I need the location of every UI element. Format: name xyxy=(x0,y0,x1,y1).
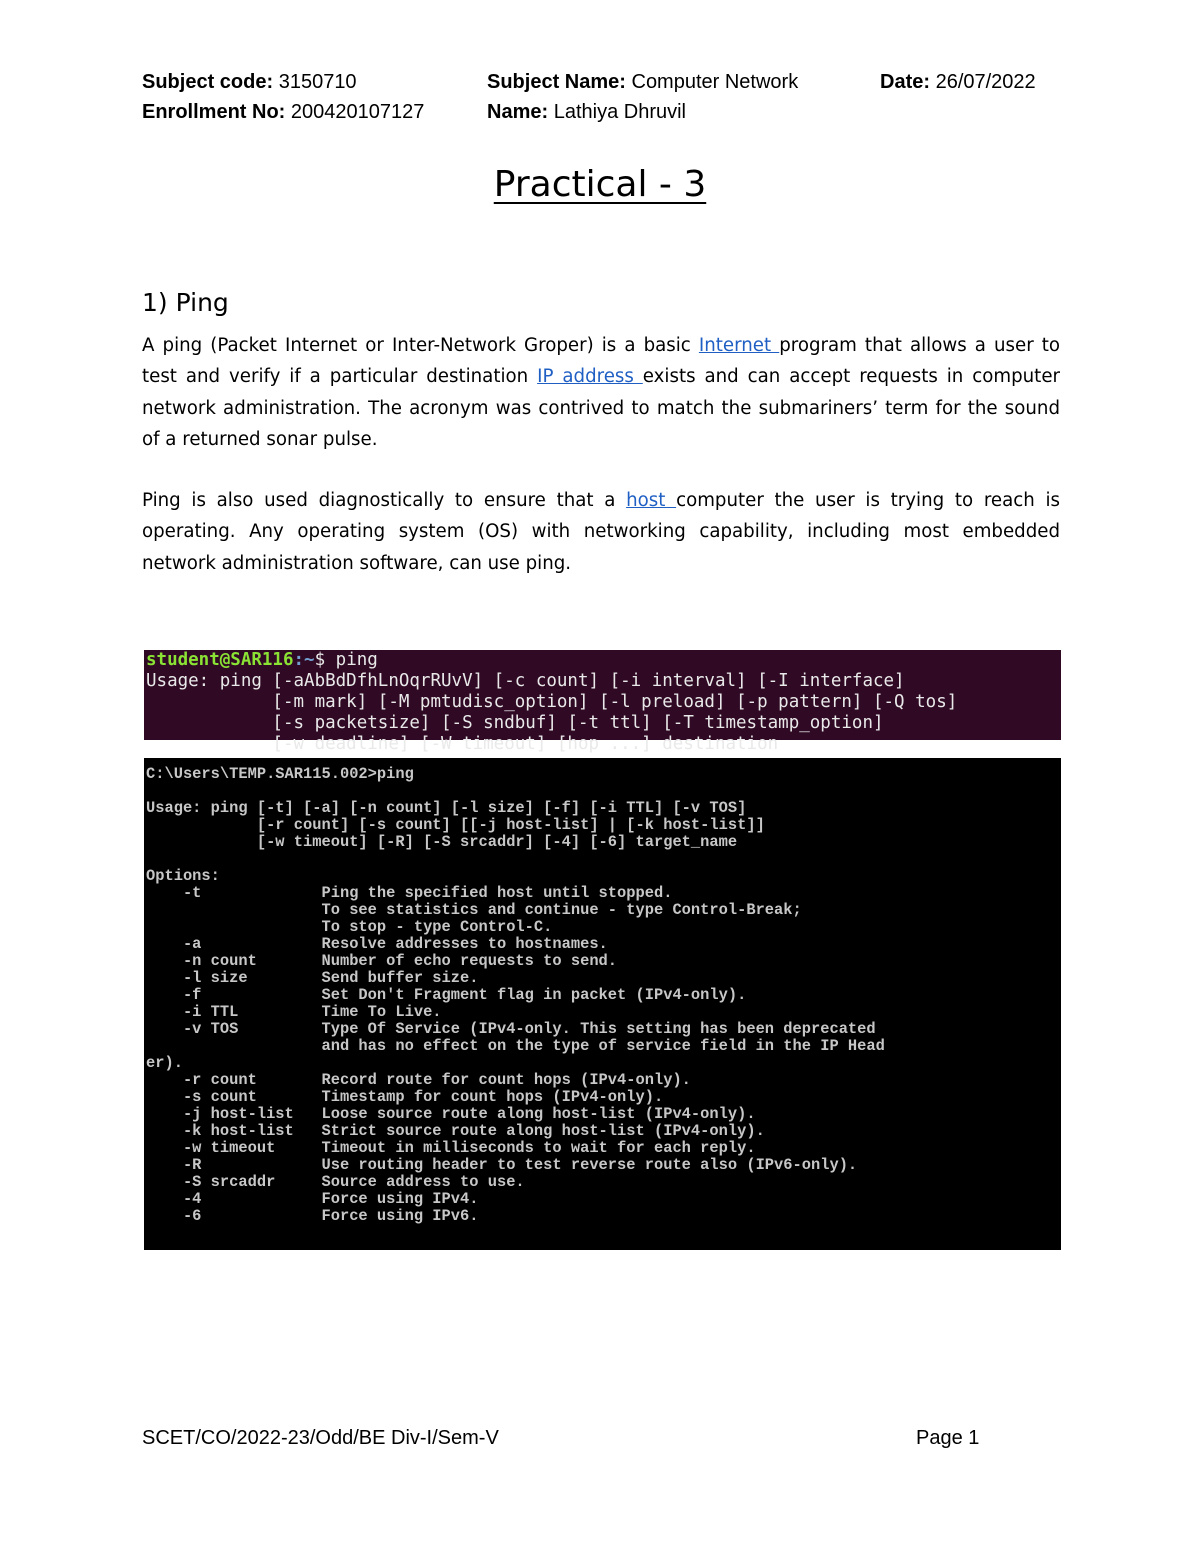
internet-link[interactable]: Internet xyxy=(698,335,780,356)
subject-name-label: Subject Name: xyxy=(487,71,626,93)
page-title-text: Practical - 3 xyxy=(493,164,707,205)
cmd-option-line: -t Ping the specified host until stopped. xyxy=(146,884,673,902)
paragraph-1 xyxy=(142,330,1060,455)
cmd-option-line: -s count Timestamp for count hops (IPv4-only). xyxy=(146,1088,664,1106)
date-value: 26/07/2022 xyxy=(930,71,1036,93)
cmd-option-line: -S srcaddr Source address to use. xyxy=(146,1173,525,1191)
cmd-option-line: er). xyxy=(146,1054,183,1072)
cmd-usage-line: [-r count] [-s count] [[-j host-list] | [-k host-list]] xyxy=(146,816,765,834)
windows-cmd-screenshot xyxy=(144,758,1061,1250)
name-label: Name: xyxy=(487,101,549,123)
section-heading: 1) Ping xyxy=(142,288,229,317)
host-link[interactable]: host xyxy=(626,490,677,511)
cmd-option-line: -6 Force using IPv6. xyxy=(146,1207,479,1225)
subject-code xyxy=(142,70,357,94)
cmd-option-line: -k host-list Strict source route along host-list (IPv4-only). xyxy=(146,1122,765,1140)
subject-name-value: Computer Network xyxy=(625,71,799,93)
cmd-command-line: C:\Users\TEMP.SAR115.002>ping xyxy=(146,765,414,783)
linux-prompt-line xyxy=(146,650,378,671)
cmd-option-line: -a Resolve addresses to hostnames. xyxy=(146,935,608,953)
cmd-option-line: -v TOS Type Of Service (IPv4-only. This setting has been deprecated xyxy=(146,1020,876,1038)
subject-code-value: 3150710 xyxy=(273,71,357,93)
name-value: Lathiya Dhruvil xyxy=(548,101,686,123)
cmd-option-line: -i TTL Time To Live. xyxy=(146,1003,442,1021)
paragraph-2 xyxy=(142,485,1060,579)
linux-prompt-path: :~ xyxy=(293,650,315,670)
paragraph-1-text-c: exists and can accept requests in computer network administration. The acronym was contrived to match the submariners’ term for the sound of a returned sonar pulse. xyxy=(142,366,1060,450)
enrollment-label: Enrollment No: xyxy=(142,101,286,123)
date xyxy=(880,70,1036,94)
page-title xyxy=(0,162,1200,208)
cmd-option-line: -j host-list Loose source route along host-list (IPv4-only). xyxy=(146,1105,756,1123)
cmd-option-line: -f Set Don't Fragment flag in packet (IPv4-only). xyxy=(146,986,747,1004)
cmd-option-line: To see statistics and continue - type Control-Break; xyxy=(146,901,802,919)
cmd-usage-line: [-w timeout] [-R] [-S srcaddr] [-4] [-6] target_name xyxy=(146,833,738,851)
enrollment-no xyxy=(142,100,424,124)
footer-page-number: Page 1 xyxy=(916,1427,980,1449)
date-label: Date: xyxy=(880,71,931,93)
cmd-options-heading: Options: xyxy=(146,867,220,885)
cmd-option-line: To stop - type Control-C. xyxy=(146,918,553,936)
linux-command: $ ping xyxy=(314,650,378,670)
student-name xyxy=(487,100,686,124)
paragraph-1-text-b: program that allows a user to test and verify if a particular destination xyxy=(142,335,1061,388)
linux-usage-line: [-w deadline] [-W timeout] [hop ...] destination xyxy=(146,734,779,754)
cmd-usage-line: Usage: ping [-t] [-a] [-n count] [-l size] [-f] [-i TTL] [-v TOS] xyxy=(146,799,747,817)
subject-code-label: Subject code: xyxy=(142,71,274,93)
cmd-option-line: -4 Force using IPv4. xyxy=(146,1190,479,1208)
linux-usage-line: [-s packetsize] [-S sndbuf] [-t ttl] [-T timestamp_option] xyxy=(146,713,884,733)
linux-terminal-screenshot xyxy=(144,650,1061,754)
paragraph-2-text-a: Ping is also used diagnostically to ensure that a xyxy=(142,490,627,511)
paragraph-1-text-a: A ping (Packet Internet or Inter-Network Groper) is a basic xyxy=(142,335,699,356)
linux-usage-line: [-m mark] [-M pmtudisc_option] [-l preload] [-p pattern] [-Q tos] xyxy=(146,692,958,712)
paragraph-2-text-b: computer the user is trying to reach is operating. Any operating system (OS) with networking capability, including most embedded network administration software, can use ping. xyxy=(142,490,1061,574)
ip-address-link[interactable]: IP address xyxy=(537,366,643,388)
cmd-option-line: and has no effect on the type of service field in the IP Head xyxy=(146,1037,885,1055)
linux-prompt-user: student@SAR116 xyxy=(146,650,294,670)
linux-usage-line: Usage: ping [-aAbBdDfhLnOqrRUvV] [-c count] [-i interval] [-I interface] xyxy=(146,671,905,691)
cmd-option-line: -R Use routing header to test reverse route also (IPv6-only). xyxy=(146,1156,858,1174)
enrollment-value: 200420107127 xyxy=(285,101,425,123)
cmd-option-line: -w timeout Timeout in milliseconds to wait for each reply. xyxy=(146,1139,756,1157)
cmd-option-line: -r count Record route for count hops (IPv4-only). xyxy=(146,1071,691,1089)
cmd-option-line: -n count Number of echo requests to send. xyxy=(146,952,618,970)
subject-name xyxy=(487,70,798,94)
footer-course-info: SCET/CO/2022-23/Odd/BE Div-I/Sem-V xyxy=(142,1427,499,1449)
cmd-option-line: -l size Send buffer size. xyxy=(146,969,479,987)
